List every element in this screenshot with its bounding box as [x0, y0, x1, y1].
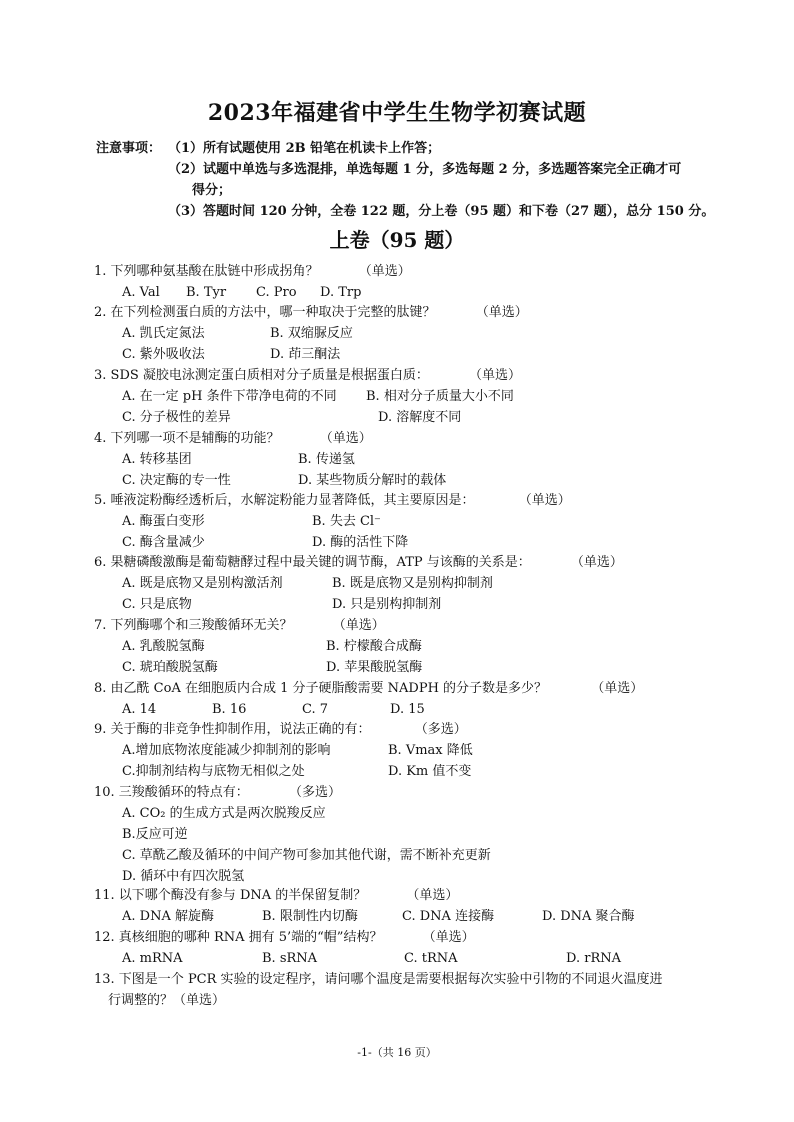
question-type: （多选） [414, 722, 467, 737]
option-d[interactable]: D. Km 值不变 [388, 764, 472, 779]
option-a[interactable]: A. DNA 解旋酶 [122, 909, 214, 924]
option-b[interactable]: B. 限制性内切酶 [262, 909, 358, 924]
question-type: （多选） [288, 785, 341, 800]
question-5-stem [94, 491, 714, 511]
option-c[interactable]: C. tRNA [404, 951, 458, 966]
option-b[interactable]: B.反应可逆 [122, 827, 188, 842]
option-c[interactable]: C.抑制剂结构与底物无相似之处 [122, 764, 305, 779]
question-type: （单选） [591, 681, 644, 696]
question-2-stem [94, 303, 714, 323]
question-text: 3. SDS 凝胶电泳测定蛋白质相对分子质量是根据蛋白质： [94, 368, 429, 383]
question-text: 6. 果糖磷酸激酶是葡萄糖酵过程中最关键的调节酶，ATP 与该酶的关系是： [94, 555, 531, 570]
option-b[interactable]: B. 相对分子质量大小不同 [366, 389, 514, 404]
exam-title: 2023年福建省中学生生物学初赛试题 [207, 100, 587, 126]
option-d[interactable]: D. 溶解度不同 [378, 410, 462, 425]
option-a[interactable]: A. mRNA [122, 951, 183, 966]
option-a[interactable]: A. 既是底物又是别构激活剂 [122, 576, 283, 591]
question-12-stem [94, 928, 714, 948]
question-10-options [122, 804, 682, 888]
notice-row-4 [96, 201, 716, 222]
question-5-options [122, 512, 542, 552]
question-text: 9. 关于酶的非竞争性抑制作用，说法正确的有： [94, 722, 371, 737]
option-d[interactable]: D. 15 [390, 702, 425, 717]
option-c[interactable]: C. 琥珀酸脱氢酶 [122, 660, 218, 675]
option-a[interactable]: A. Val [122, 285, 160, 300]
question-1-stem [94, 262, 714, 282]
notice-item-3: （3）答题时间 120 分钟，全卷 122 题，分上卷（95 题）和下卷（27 题），总分 150 分。 [168, 204, 715, 219]
option-d[interactable]: D. 茚三酮法 [270, 347, 341, 362]
option-a[interactable]: A. 在一定 pH 条件下带净电荷的不同 [122, 389, 337, 404]
option-a[interactable]: A. 乳酸脱氢酶 [122, 639, 205, 654]
option-a[interactable]: A. CO₂ 的生成方式是两次脱羧反应 [122, 806, 326, 821]
option-c[interactable]: C. 草酰乙酸及循环的中间产物可参加其他代谢，需不断补充更新 [122, 848, 491, 863]
option-b[interactable]: B. Tyr [186, 285, 227, 300]
option-a[interactable]: A. 14 [122, 702, 157, 717]
notice-row-2 [96, 159, 716, 180]
option-b[interactable]: B. 柠檬酸合成酶 [326, 639, 422, 654]
option-c[interactable]: C. Pro [256, 285, 297, 300]
option-d[interactable]: D. 循环中有四次脱氢 [122, 869, 245, 884]
question-text: 5. 唾液淀粉酶经透析后，水解淀粉能力显著降低，其主要原因是： [94, 493, 475, 508]
option-d[interactable]: D. 苹果酸脱氢酶 [326, 660, 423, 675]
option-c[interactable]: C. 只是底物 [122, 597, 192, 612]
question-1-options [122, 283, 422, 303]
question-7-stem [94, 616, 714, 636]
question-9-stem [94, 720, 714, 740]
question-type: （单选） [332, 618, 385, 633]
option-b[interactable]: B. Vmax 降低 [388, 743, 473, 758]
question-7-options [122, 637, 542, 677]
question-8-stem [94, 679, 714, 699]
question-3-stem [94, 366, 714, 386]
question-type: （单选） [358, 264, 411, 279]
question-text: 8. 由乙酰 CoA 在细胞质内合成 1 分子硬脂酸需要 NADPH 的分子数是多少？ [94, 681, 548, 696]
option-d[interactable]: D. 酶的活性下降 [312, 535, 409, 550]
option-d[interactable]: D. 某些物质分解时的载体 [298, 473, 447, 488]
page-number: -1-（共 16 页） [357, 1046, 437, 1059]
question-6-stem [94, 553, 714, 573]
question-type: （单选） [422, 930, 475, 945]
option-c[interactable]: C. 紫外吸收法 [122, 347, 205, 362]
option-b[interactable]: B. 双缩脲反应 [270, 326, 353, 341]
question-type: （单选） [518, 493, 571, 508]
option-d[interactable]: D. Trp [320, 285, 362, 300]
question-9-options [122, 741, 562, 781]
question-4-stem [94, 429, 714, 449]
question-8-options [122, 700, 542, 720]
question-text: 4. 下列哪一项不是辅酶的功能？ [94, 431, 280, 446]
question-type: （单选） [475, 305, 528, 320]
question-13-stem-continued [108, 991, 728, 1011]
question-11-options [122, 907, 642, 927]
option-b[interactable]: B. 失去 Cl⁻ [312, 514, 381, 529]
option-d[interactable]: D. rRNA [566, 951, 621, 966]
option-a[interactable]: A. 转移基团 [122, 452, 192, 467]
question-2-options [122, 324, 522, 364]
question-6-options [122, 574, 582, 614]
question-13-stem [94, 970, 714, 990]
notice-item-2: （2）试题中单选与多选混排，单选每题 1 分，多选每题 2 分，多选题答案完全正确才可 [168, 162, 682, 177]
option-c[interactable]: C. DNA 连接酶 [402, 909, 495, 924]
question-text: 7. 下列酶哪个和三羧酸循环无关？ [94, 618, 293, 633]
option-d[interactable]: D. DNA 聚合酶 [542, 909, 635, 924]
question-type: （单选） [406, 888, 459, 903]
option-d[interactable]: D. 只是别构抑制剂 [332, 597, 442, 612]
question-text: 13. 下图是一个 PCR 实验的设定程序，请问哪个温度是需要根据每次实验中引物的不同退火温度进 [94, 972, 663, 987]
section-title: 上卷（95 题） [329, 228, 465, 252]
option-b[interactable]: B. 16 [212, 702, 247, 717]
option-b[interactable]: B. 既是底物又是别构抑制剂 [332, 576, 493, 591]
question-type: （单选） [319, 431, 372, 446]
question-type: （单选） [469, 368, 522, 383]
option-c[interactable]: C. 酶含量减少 [122, 535, 205, 550]
question-text: 12. 真核细胞的哪种 RNA 拥有 5’端的“帽”结构？ [94, 930, 383, 945]
notice-block [96, 138, 716, 222]
question-text: 2. 在下列检测蛋白质的方法中，哪一种取决于完整的肽键？ [94, 305, 436, 320]
option-c[interactable]: C. 7 [302, 702, 329, 717]
question-text: 10. 三羧酸循环的特点有： [94, 785, 249, 800]
question-4-options [122, 450, 542, 490]
option-b[interactable]: B. sRNA [262, 951, 318, 966]
notice-row-1 [96, 138, 716, 159]
notice-label: 注意事项： [96, 141, 162, 156]
option-a[interactable]: A. 凯氏定氮法 [122, 326, 205, 341]
option-a[interactable]: A. 酶蛋白变形 [122, 514, 205, 529]
notice-item-1: （1）所有试题使用 2B 铅笔在机读卡上作答； [168, 141, 441, 156]
question-10-stem [94, 783, 714, 803]
option-b[interactable]: B. 传递氢 [298, 452, 355, 467]
question-3-options [122, 387, 582, 427]
question-11-stem [94, 886, 714, 906]
notice-row-3 [96, 180, 716, 201]
question-text: 11. 以下哪个酶没有参与 DNA 的半保留复制？ [94, 888, 367, 903]
question-12-options [122, 949, 642, 969]
question-type: （单选） [570, 555, 623, 570]
option-c[interactable]: C. 分子极性的差异 [122, 410, 231, 425]
question-text: 行调整的？（单选） [108, 993, 226, 1008]
option-c[interactable]: C. 决定酶的专一性 [122, 473, 231, 488]
notice-item-2-cont: 得分； [192, 183, 232, 198]
option-a[interactable]: A.增加底物浓度能减少抑制剂的影响 [122, 743, 331, 758]
question-text: 1. 下列哪种氨基酸在肽链中形成拐角？ [94, 264, 319, 279]
